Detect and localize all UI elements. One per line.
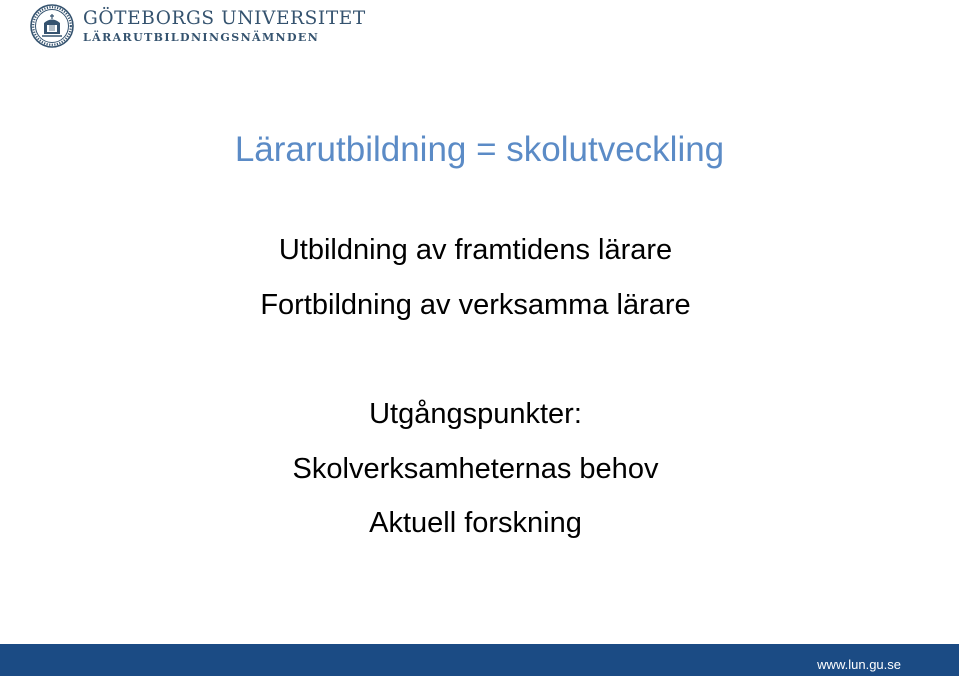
logo-text: [83, 8, 366, 45]
body-line-3: Utgångspunkter:: [369, 398, 582, 430]
body-line-5: Aktuell forskning: [369, 507, 582, 539]
body-line-1: Utbildning av framtidens lärare: [278, 234, 673, 266]
footer-url-link[interactable]: www.lun.gu.se: [817, 657, 901, 672]
footer-bar: [0, 644, 959, 676]
department-name: LÄRARUTBILDNINGSNÄMNDEN: [83, 30, 320, 44]
slide-title: Lärarutbildning = skolutveckling: [234, 130, 725, 169]
university-seal-icon: [30, 4, 74, 48]
body-line-4: Skolverksamheternas behov: [292, 453, 659, 485]
university-name: GÖTEBORGS UNIVERSITET: [83, 7, 366, 29]
body-line-2: Fortbildning av verksamma lärare: [260, 289, 691, 321]
header-logo: [30, 4, 366, 48]
